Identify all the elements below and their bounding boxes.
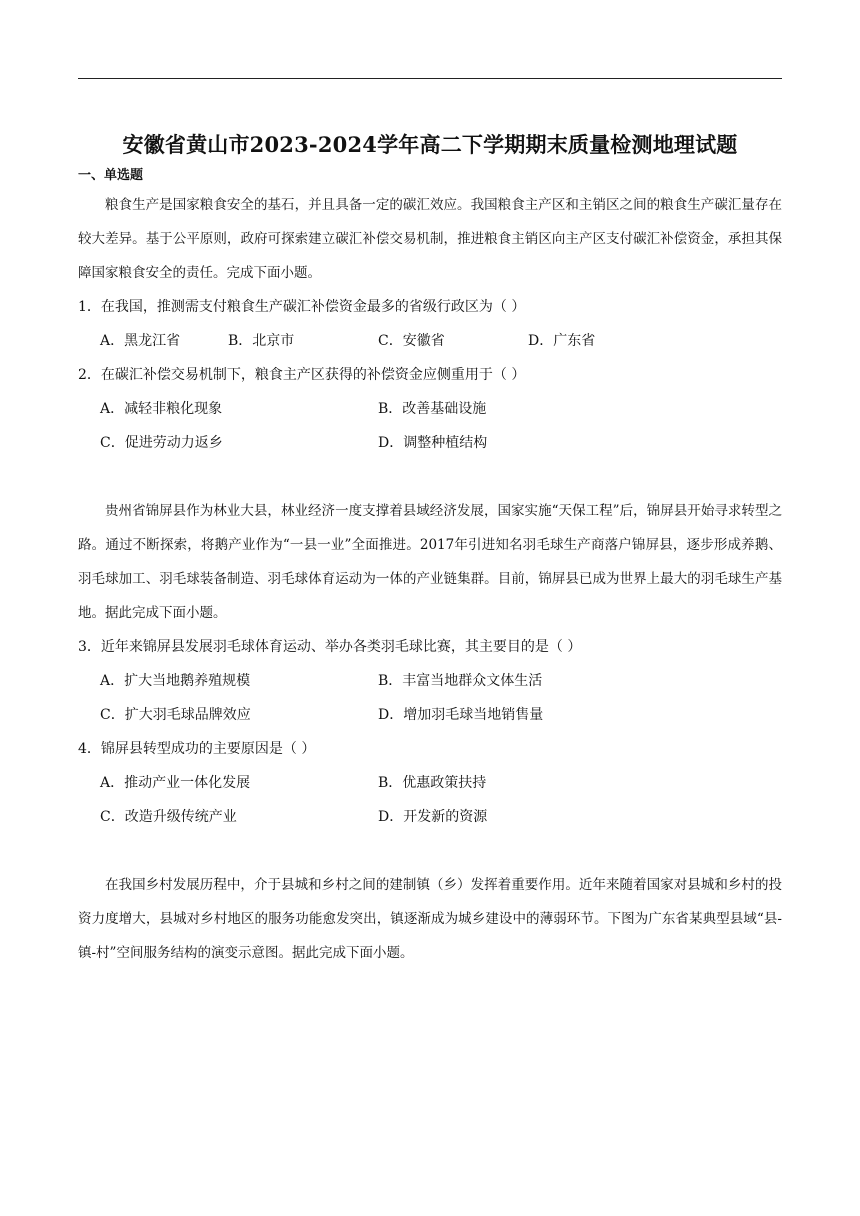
question-3-option-c[interactable]: C．扩大羽毛球品牌效应 [100,707,251,723]
question-3-option-b[interactable]: B．丰富当地群众文体生活 [378,673,543,689]
question-2-option-c[interactable]: C．促进劳动力返乡 [100,435,223,451]
question-2-option-b[interactable]: B．改善基础设施 [378,401,487,417]
question-4-stem: 4．锦屏县转型成功的主要原因是（ ） [78,741,316,757]
question-3-option-a[interactable]: A．扩大当地鹅养殖规模 [100,673,251,689]
question-3-options [78,664,782,732]
question-2-options [78,392,782,460]
question-3-option-d[interactable]: D．增加羽毛球当地销售量 [378,707,544,723]
passage-1: 粮食生产是国家粮食安全的基石，并且具备一定的碳汇效应。我国粮食主产区和主销区之间的粮食生产碳汇量存在较大差异。基于公平原则，政府可探索建立碳汇补偿交易机制，推进粮食主销区向主产区支付碳汇补偿资金，承担其保障国家粮食安全的责任。完成下面小题。 [78,197,782,281]
question-2-option-d[interactable]: D．调整种植结构 [378,435,488,451]
passage-2: 贵州省锦屏县作为林业大县，林业经济一度支撑着县域经济发展，国家实施“天保工程”后，锦屏县开始寻求转型之路。通过不断探索，将鹅产业作为“一县一业”全面推进。2017年引进知名羽毛球生产商落户锦屏县，逐步形成养鹅、羽毛球加工、羽毛球装备制造、羽毛球体育运动为一体的产业链集群。目前，锦屏县已成为世界上最大的羽毛球生产基地。据此完成下面小题。 [78,503,782,621]
question-3-stem: 3．近年来锦屏县发展羽毛球体育运动、举办各类羽毛球比赛，其主要目的是（ ） [78,639,582,655]
question-1-option-a[interactable]: A．黑龙江省 [100,333,181,349]
page-title: 安徽省黄山市2023-2024学年高二下学期期末质量检测地理试题 [122,132,738,157]
question-2-stem: 2．在碳汇补偿交易机制下，粮食主产区获得的补偿资金应侧重用于（ ） [78,367,526,383]
question-1-options [78,324,782,358]
question-4-option-b[interactable]: B．优惠政策扶持 [378,775,487,791]
spacer [78,460,782,494]
question-1-option-c[interactable]: C．安徽省 [378,333,445,349]
question-2-option-a[interactable]: A．减轻非粮化现象 [100,401,223,417]
question-4-option-a[interactable]: A．推动产业一体化发展 [100,775,251,791]
header-rule [78,78,782,79]
question-4-option-d[interactable]: D．开发新的资源 [378,809,488,825]
question-4-option-c[interactable]: C．改造升级传统产业 [100,809,237,825]
section-heading: 一、单选题 [78,168,144,183]
question-1-stem: 1．在我国，推测需支付粮食生产碳汇补偿资金最多的省级行政区为（ ） [78,299,526,315]
page-content [78,130,782,970]
question-1-option-d[interactable]: D．广东省 [528,333,596,349]
spacer [78,834,782,868]
question-1-option-b[interactable]: B．北京市 [228,333,295,349]
question-4-options [78,766,782,834]
passage-3: 在我国乡村发展历程中，介于县城和乡村之间的建制镇（乡）发挥着重要作用。近年来随着国家对县城和乡村的投资力度增大，县城对乡村地区的服务功能愈发突出，镇逐渐成为城乡建设中的薄弱环节。下图为广东省某典型县域“县-镇-村”空间服务结构的演变示意图。据此完成下面小题。 [78,877,782,961]
